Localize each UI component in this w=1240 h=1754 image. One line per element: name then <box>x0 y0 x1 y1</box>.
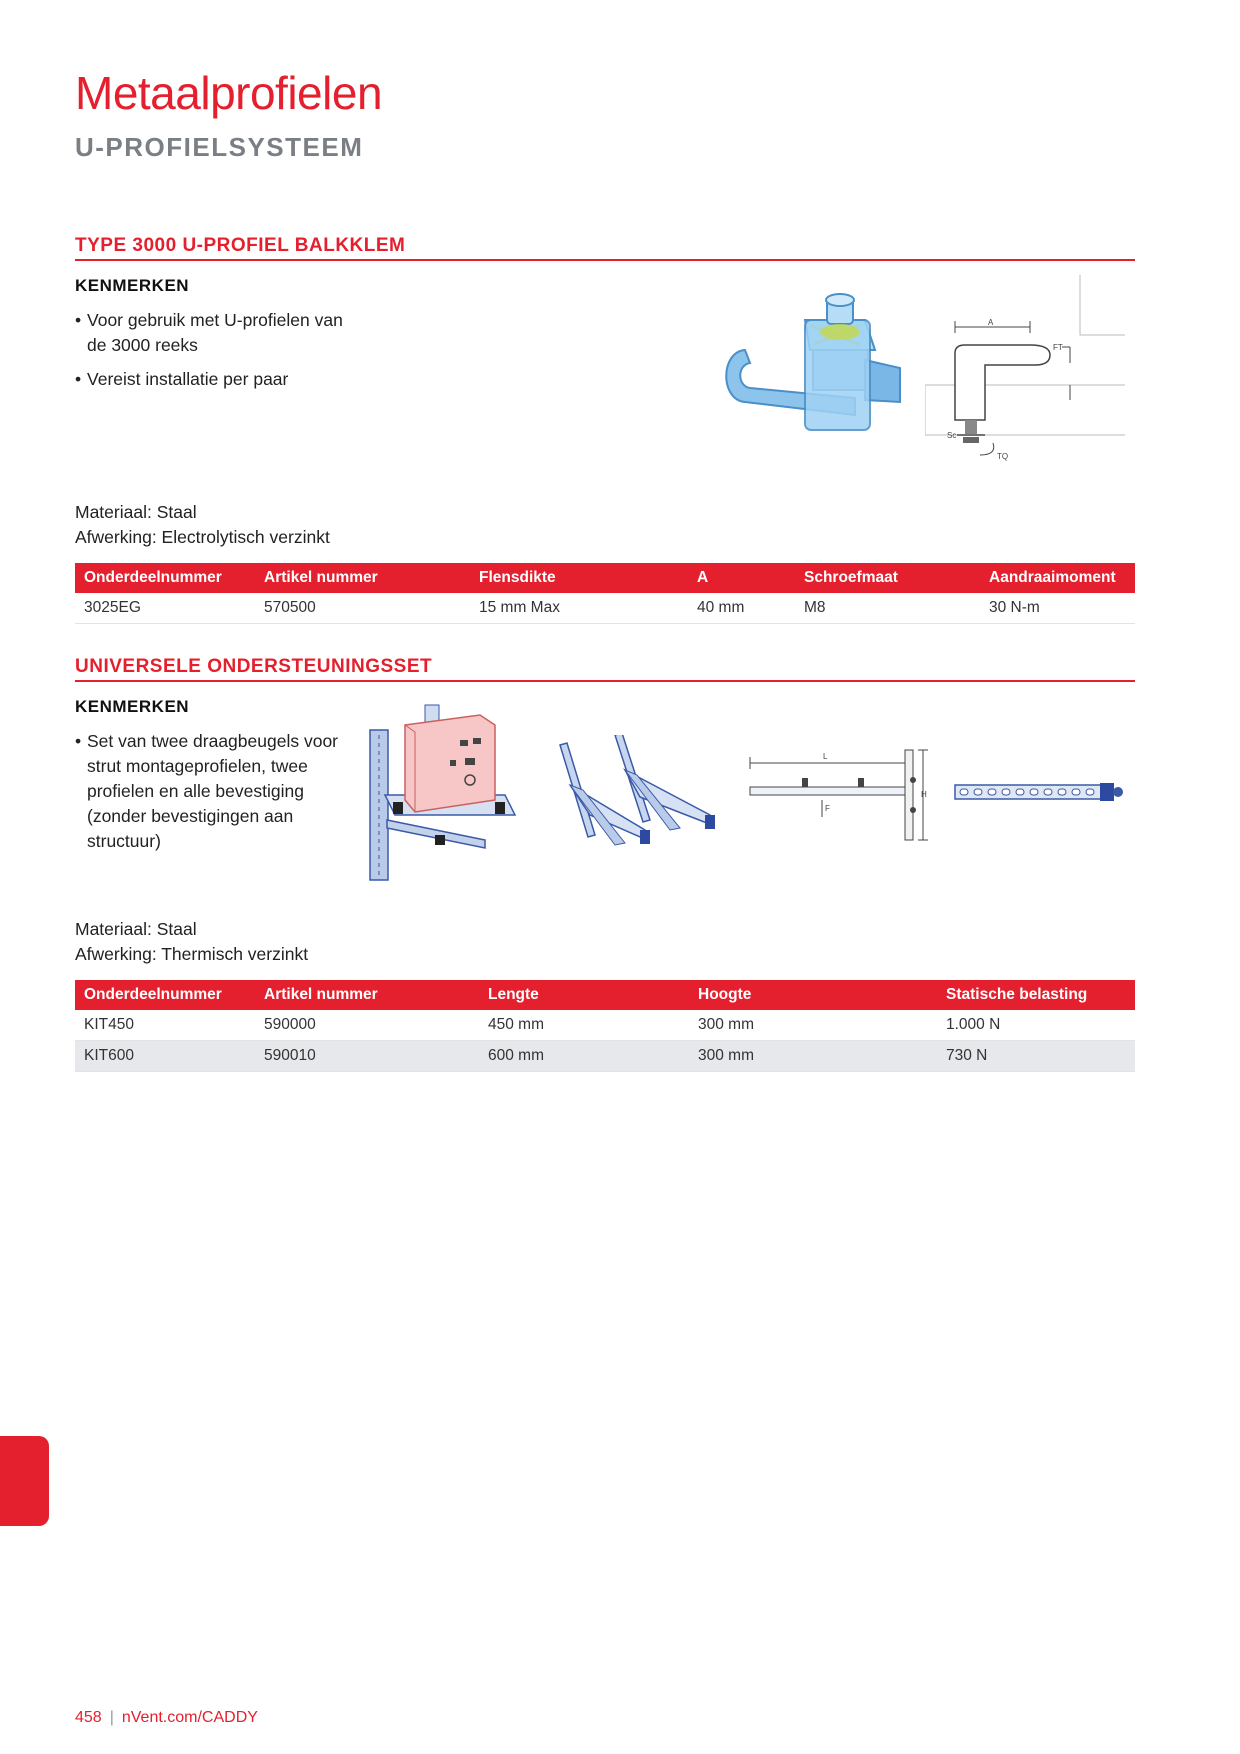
footer-separator: | <box>109 1709 114 1726</box>
dim-label-h: H <box>921 790 927 799</box>
col-header: Lengte <box>479 980 689 1010</box>
col-header: Onderdeelnummer <box>75 980 255 1010</box>
table-header-row <box>75 563 1135 593</box>
table-cell: 590000 <box>255 1010 479 1041</box>
feature-item: • Set van twee draagbeugels voor strut montageprofielen, twee profielen en alle bevestiging (zonder bevestigingen aan structuur) <box>75 729 350 854</box>
features-heading: KENMERKEN <box>75 697 190 716</box>
table-header-row <box>75 980 1135 1010</box>
table-cell: M8 <box>795 593 980 624</box>
table-cell: 730 N <box>937 1041 1135 1072</box>
table-cell: 600 mm <box>479 1041 689 1072</box>
col-header: Schroefmaat <box>795 563 980 593</box>
material-text: Materiaal: Staal <box>75 502 197 522</box>
table-cell: 590010 <box>255 1041 479 1072</box>
page-number: 458 <box>75 1709 102 1726</box>
col-header: Flensdikte <box>470 563 688 593</box>
section-title-beam-clamp: TYPE 3000 U-PROFIEL BALKKLEM <box>75 235 406 256</box>
beam-clamp-dimension-diagram <box>925 275 1125 470</box>
feature-item: • Vereist installatie per paar <box>75 367 355 392</box>
section-title-support-kit: UNIVERSELE ONDERSTEUNINGSSET <box>75 656 433 677</box>
table-cell: 3025EG <box>75 593 255 624</box>
footer-site-link[interactable]: nVent.com/CADDY <box>121 1709 258 1726</box>
slotted-profile-image <box>950 778 1125 808</box>
table-cell: KIT600 <box>75 1041 255 1072</box>
page-title: Metaalprofielen <box>75 67 383 119</box>
dim-label-ft: FT <box>1053 343 1063 352</box>
support-kit-installed-image <box>365 700 525 885</box>
feature-item: • Voor gebruik met U-profielen van de 3000 reeks <box>75 308 355 358</box>
finish-text: Afwerking: Thermisch verzinkt <box>75 944 309 964</box>
col-header: A <box>688 563 795 593</box>
material-text: Materiaal: Staal <box>75 919 197 939</box>
table-cell: 40 mm <box>688 593 795 624</box>
features-list <box>75 308 355 401</box>
features-list <box>75 729 350 863</box>
page-footer <box>75 1709 258 1727</box>
col-header: Artikel nummer <box>255 563 470 593</box>
dim-label-f: F <box>825 804 830 813</box>
table-cell: 450 mm <box>479 1010 689 1041</box>
support-brackets-image <box>555 735 720 850</box>
table-cell: 1.000 N <box>937 1010 1135 1041</box>
dim-label-l: L <box>823 752 828 761</box>
section-side-tab <box>0 1436 49 1526</box>
table-cell: 570500 <box>255 593 470 624</box>
table-cell: KIT450 <box>75 1010 255 1041</box>
support-kit-spec-table <box>75 980 1135 1072</box>
table-cell: 300 mm <box>689 1010 937 1041</box>
features-heading: KENMERKEN <box>75 276 190 295</box>
table-cell: 30 N-m <box>980 593 1135 624</box>
col-header: Statische belasting <box>937 980 1135 1010</box>
support-kit-dimension-diagram <box>740 745 935 845</box>
dim-label-sc: Sc <box>947 431 957 440</box>
finish-text: Afwerking: Electrolytisch verzinkt <box>75 527 330 547</box>
table-cell: 300 mm <box>689 1041 937 1072</box>
table-row <box>75 593 1135 624</box>
page-subtitle: U-PROFIELSYSTEEM <box>75 132 364 162</box>
section-divider <box>75 680 1135 682</box>
table-cell: 15 mm Max <box>470 593 688 624</box>
section-divider <box>75 259 1135 261</box>
col-header: Artikel nummer <box>255 980 479 1010</box>
col-header: Onderdeelnummer <box>75 563 255 593</box>
table-row <box>75 1041 1135 1072</box>
dim-label-a: A <box>988 318 994 327</box>
table-row <box>75 1010 1135 1041</box>
beam-clamp-product-image <box>715 290 915 465</box>
dim-label-tq: TQ <box>997 452 1009 461</box>
col-header: Hoogte <box>689 980 937 1010</box>
col-header: Aandraaimoment <box>980 563 1135 593</box>
beam-clamp-spec-table <box>75 563 1135 624</box>
